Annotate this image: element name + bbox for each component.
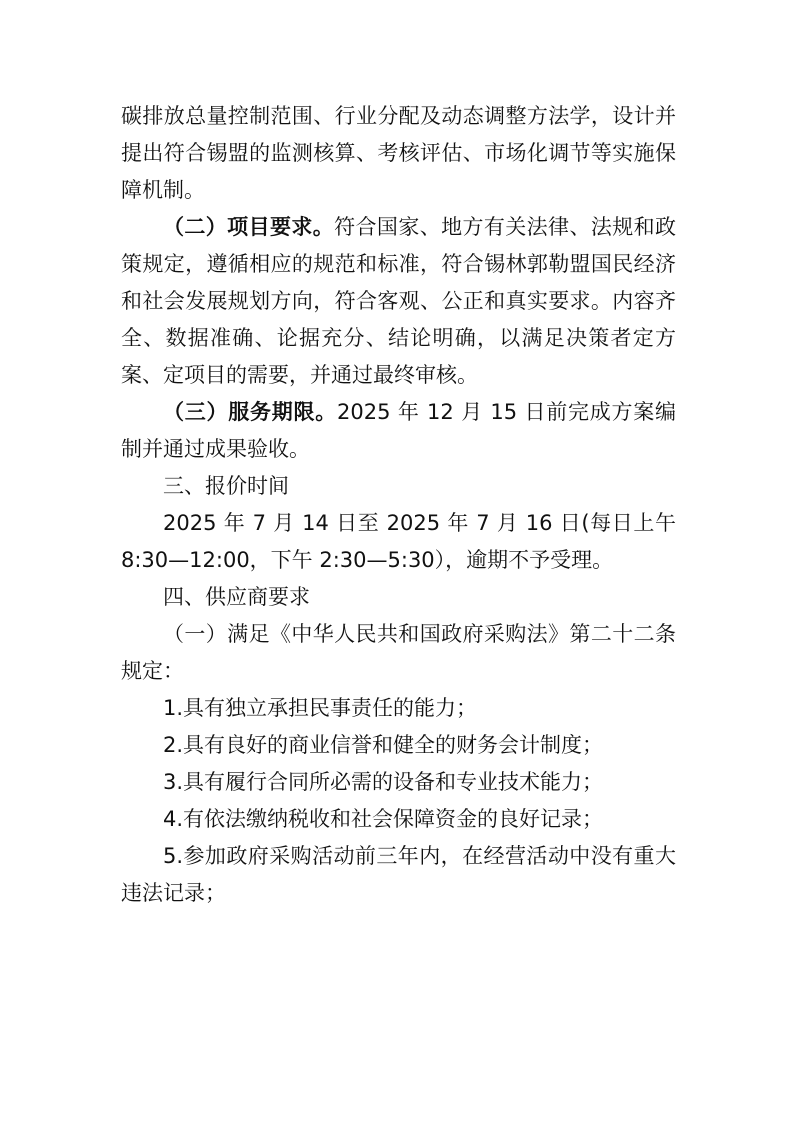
section-title-quote-time: 三、报价时间 <box>163 474 289 498</box>
document-body <box>121 98 676 912</box>
paragraph-continuation: 碳排放总量控制范围、行业分配及动态调整方法学，设计并提出符合锡盟的监测核算、考核评估、市场化调节等实施保障机制。 <box>121 104 676 202</box>
requirement-item: 5.参加政府采购活动前三年内，在经营活动中没有重大违法记录； <box>121 844 676 905</box>
section-title-supplier-requirements: 四、供应商要求 <box>163 585 310 609</box>
project-requirements-text: 符合国家、地方有关法律、法规和政策规定，遵循相应的规范和标准，符合锡林郭勒盟国民经济和社会发展规划方向，符合客观、公正和真实要求。内容齐全、数据准确、论据充分、结论明确，以满足决策者定方案、定项目的需要，并通过最终审核。 <box>121 215 677 387</box>
heading-project-requirements: （二）项目要求。 <box>163 215 335 239</box>
quote-time-text: 2025 年 7 月 14 日至 2025 年 7 月 16 日(每日上午 8:30—12:00，下午 2:30—5:30），逾期不予受理。 <box>121 511 676 572</box>
requirement-item: 2.具有良好的商业信誉和健全的财务会计制度； <box>163 733 604 757</box>
requirement-item: 4.有依法缴纳税收和社会保障资金的良好记录； <box>163 807 604 831</box>
requirement-item: 3.具有履行合同所必需的设备和专业技术能力； <box>163 770 604 794</box>
service-period-text: 2025 年 12 月 15 日前完成方案编制并通过成果验收。 <box>121 400 677 461</box>
paragraph-project-requirements <box>121 209 676 394</box>
supplier-requirements-intro: （一）满足《中华人民共和国政府采购法》第二十二条规定： <box>121 622 676 683</box>
requirement-item: 1.具有独立承担民事责任的能力； <box>163 696 478 720</box>
heading-service-period: （三）服务期限。 <box>163 400 337 424</box>
paragraph-service-period <box>121 394 676 468</box>
